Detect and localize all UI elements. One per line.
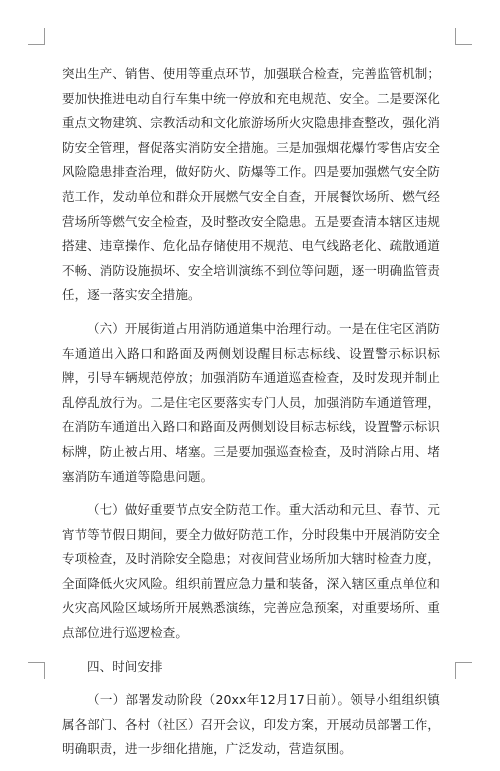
section-heading-schedule: 四、时间安排 (87, 658, 163, 674)
crop-mark-bottom-right (455, 662, 472, 679)
crop-mark-top-left (28, 28, 45, 45)
document-body (62, 62, 440, 771)
paragraph-continuation: 突出生产、销售、使用等重点环节，加强联合检查，完善监管机制；要加快推进电动自行车集中统一停放和充电规范、安全。二是要深化重点文物建筑、宗教活动和文化旅游场所火灾隐患排查整改，强化消防安全管理，督促落实消防安全措施。三是加强烟花爆竹零售店安全风险隐患排查治理，做好防火、防爆等工作。四是要加强燃气安全防范工作，发动单位和群众开展燃气安全自查，开展餐饮场所、燃气经营场所等燃气安全检查，及时整改安全隐患。五是要查清本辖区违规搭建、违章操作、危化品存储使用不规范、电气线路老化、疏散通道不畅、消防设施损坏、安全培训演练不到位等问题，逐一明确监管责任，逐一落实安全措施。 (62, 66, 441, 303)
crop-mark-top-right (455, 28, 472, 45)
crop-mark-bottom-left (28, 662, 45, 679)
paragraph-deployment-phase: （一）部署发动阶段（20xx年12月17日前）。领导小组组织镇属各部门、各村（社区）召开会议，印发方案，开展动员部署工作，明确职责，进一步细化措施，广泛发动，营造氛围。 (62, 692, 441, 757)
paragraph-section-6: （六）开展街道占用消防通道集中治理行动。一是在住宅区消防车通道出入路口和路面及两侧划设醒目标志标线、设置警示标识标牌，引导车辆规范停放；加强消防车通道巡查检查，及时发现并制止乱停乱放行为。二是住宅区要落实专门人员，加强消防车通道管理，在消防车通道出入路口和路面及两侧划设目标志标线，设置警示标识标牌，防止被占用、堵塞。三是要加强巡查检查，及时消除占用、堵塞消防车通道等隐患问题。 (62, 320, 441, 484)
paragraph-section-7: （七）做好重要节点安全防范工作。重大活动和元旦、春节、元宵节等节假日期间，要全力做好防范工作，分时段集中开展消防安全专项检查，及时消除安全隐患；对夜间营业场所加大辖时检查力度，全面降低火灾风险。组织前置应急力量和装备，深入辖区重点单位和火灾高风险区域场所开展熟悉演练，完善应急预案，对重要场所、重点部位进行巡逻检查。 (62, 502, 441, 641)
